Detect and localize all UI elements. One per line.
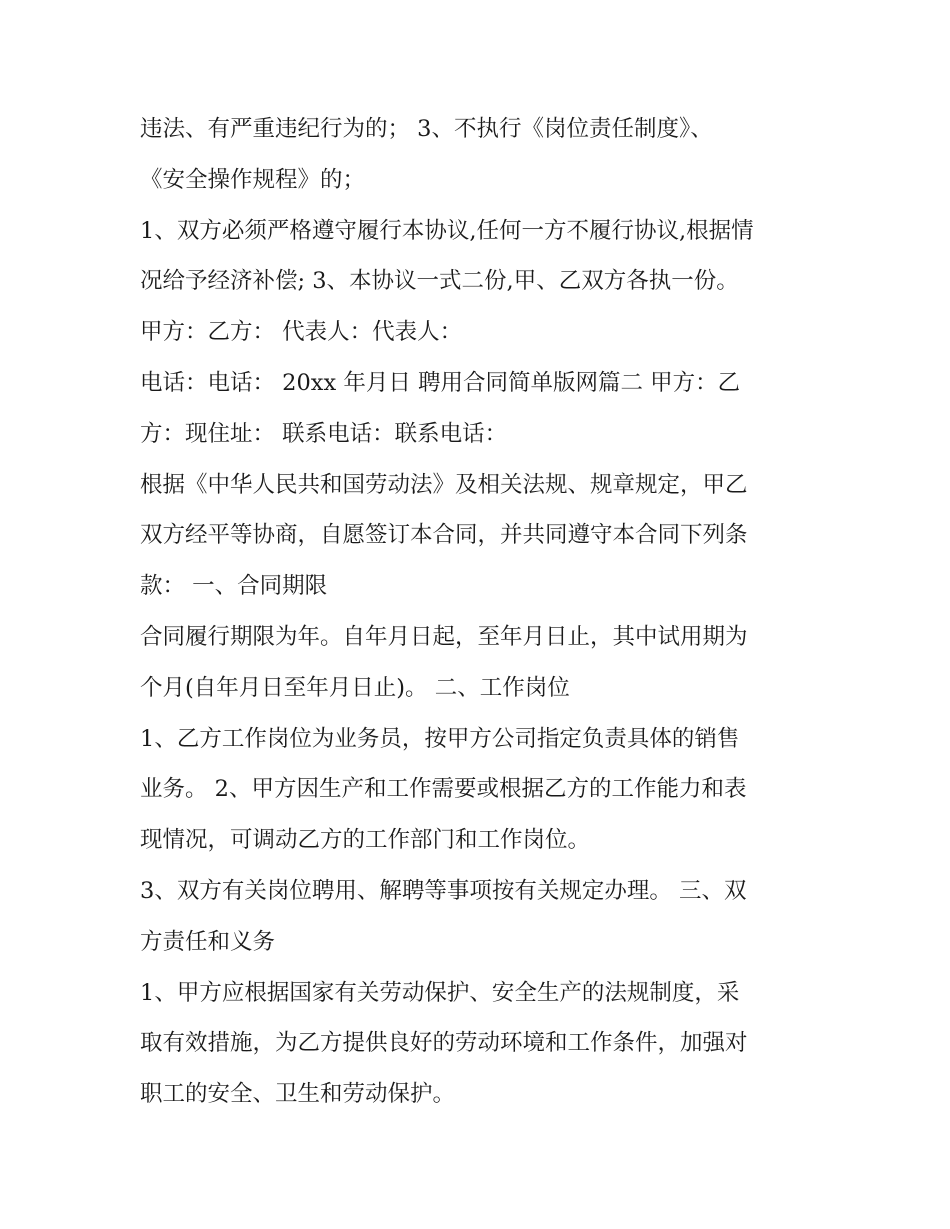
- text-line: 1、双方必须严格遵守履行本协议,任何一方不履行协议,根据情: [140, 217, 754, 244]
- text-line: 3、双方有关岗位聘用、解聘等事项按有关规定办理。 三、双: [140, 877, 747, 904]
- text-line: 个月(自年月日至年月日止)。 二、工作岗位: [140, 674, 570, 701]
- text-line: 1、乙方工作岗位为业务员，按甲方公司指定负责具体的销售: [140, 725, 740, 752]
- text-line: 合同履行期限为年。自年月日起，至年月日止，其中试用期为: [140, 623, 748, 650]
- text-line: 方责任和义务: [140, 928, 276, 955]
- text-line: 况给予经济补偿; 3、本协议一式二份,甲、乙双方各执一份。: [140, 268, 739, 295]
- text-line: 《安全操作规程》的；: [140, 166, 366, 193]
- text-line: 1、甲方应根据国家有关劳动保护、安全生产的法规制度，采: [140, 979, 740, 1006]
- text-line: 甲方：乙方： 代表人：代表人：: [140, 319, 463, 346]
- text-line: 职工的安全、卫生和劳动保护。: [140, 1081, 456, 1108]
- text-line: 违法、有严重违纪行为的； 3、不执行《岗位责任制度》、: [140, 116, 713, 142]
- text-line: 电话：电话： 20xx 年月日 聘用合同简单版网篇二 甲方：乙: [140, 369, 741, 396]
- document-body: [140, 104, 830, 1120]
- text-line: 取有效措施，为乙方提供良好的劳动环境和工作条件，加强对: [140, 1030, 748, 1057]
- text-line: 业务。 2、甲方因生产和工作需要或根据乙方的工作能力和表: [140, 776, 747, 803]
- text-line: 现情况，可调动乙方的工作部门和工作岗位。: [140, 827, 591, 854]
- text-line: 双方经平等协商，自愿签订本合同，并共同遵守本合同下列条: [140, 522, 748, 549]
- text-line: 方：现住址： 联系电话：联系电话：: [140, 420, 508, 447]
- text-line: 根据《中华人民共和国劳动法》及相关法规、规章规定，甲乙: [140, 471, 748, 498]
- text-line: 款： 一、合同期限: [140, 573, 328, 600]
